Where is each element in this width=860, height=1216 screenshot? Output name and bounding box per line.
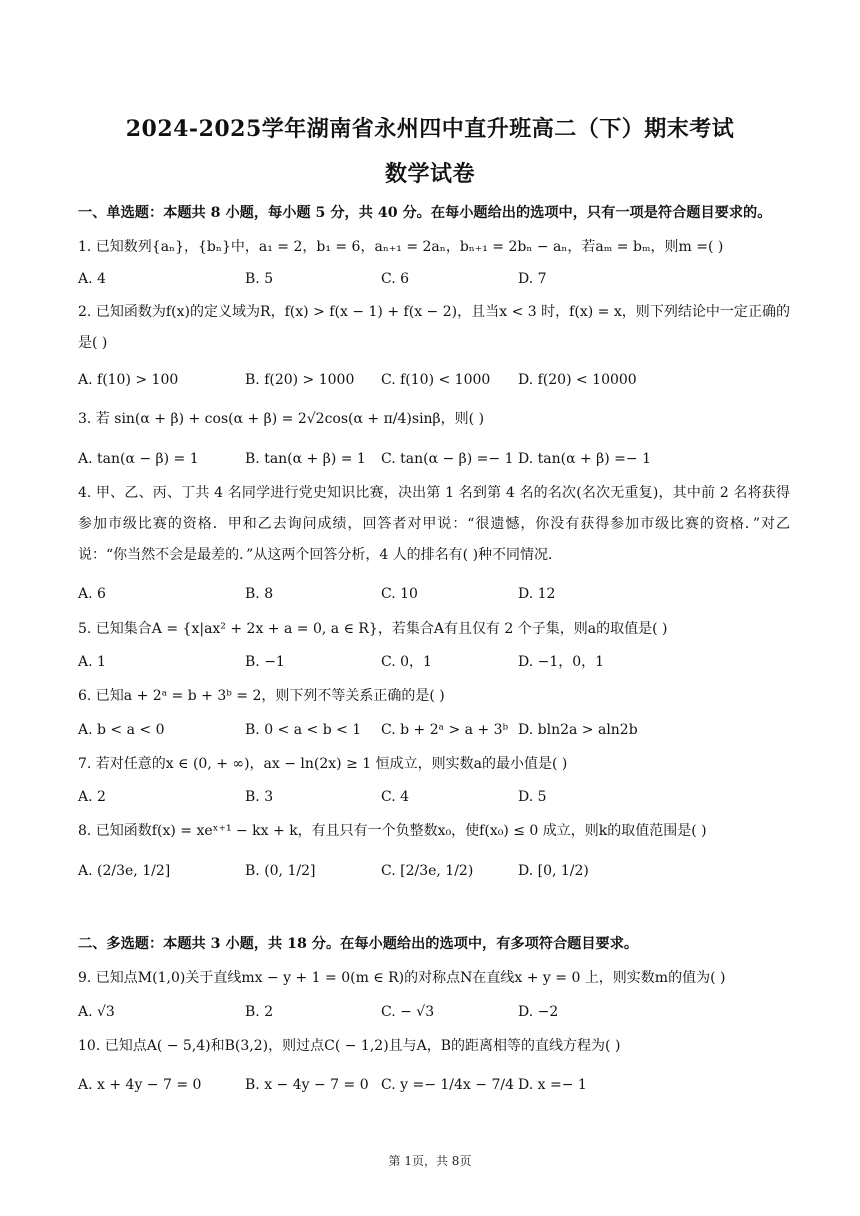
option-d: D. −2: [518, 1004, 559, 1020]
option-d: D. f(20) < 10000: [518, 372, 637, 388]
question-4-options: [78, 583, 790, 605]
question-3-options: [78, 448, 790, 470]
question-1-options: [78, 268, 790, 290]
option-d: D. tan(α + β) =− 1: [518, 451, 651, 467]
question-6-options: [78, 719, 790, 741]
option-c: C. y =− 1/4x − 7/4: [381, 1077, 514, 1093]
option-b: B. x − 4y − 7 = 0: [245, 1077, 369, 1093]
option-c: C. − √3: [381, 1004, 435, 1020]
option-a: A. f(10) > 100: [78, 372, 179, 388]
option-a: A. (2/3e, 1/2]: [78, 863, 171, 879]
option-d: D. bln2a > aln2b: [518, 722, 638, 738]
exam-title: 2024-2025学年湖南省永州四中直升班高二（下）期末考试: [125, 116, 735, 142]
option-b: B. 3: [245, 789, 274, 805]
option-c: C. 10: [381, 586, 418, 602]
option-c: C. 4: [381, 789, 410, 805]
option-a: A. b < a < 0: [78, 722, 165, 738]
option-b: B. −1: [245, 654, 285, 670]
option-c: C. 0，1: [381, 654, 432, 670]
option-d: D. −1，0，1: [518, 654, 605, 670]
option-a: A. 4: [78, 271, 106, 287]
option-d: D. [0, 1/2): [518, 863, 589, 879]
question-7-stem: 7. 若对任意的x ∈ (0, + ∞)，ax − ln(2x) ≥ 1 恒成立，则实数a的最小值是( ): [78, 756, 568, 772]
section-heading-single-choice: 一、单选题：本题共 8 小题，每小题 5 分，共 40 分。在每小题给出的选项中，只有一项是符合题目要求的。: [78, 205, 772, 221]
option-d: D. 7: [518, 271, 547, 287]
option-d: D. 12: [518, 586, 556, 602]
question-6-stem: 6. 已知a + 2ᵃ = b + 3ᵇ = 2，则下列不等关系正确的是( ): [78, 688, 445, 704]
option-b: B. 8: [245, 586, 274, 602]
option-a: A. √3: [78, 1004, 115, 1020]
option-b: B. 5: [245, 271, 274, 287]
option-c: C. b + 2ᵃ > a + 3ᵇ: [381, 722, 509, 738]
question-1-stem: 1. 已知数列{aₙ}，{bₙ}中，a₁ = 2，b₁ = 6，aₙ₊₁ = 2aₙ，bₙ₊₁ = 2bₙ − aₙ，若aₘ = bₘ，则m =( ): [78, 239, 724, 255]
question-5-options: [78, 651, 790, 673]
exam-subtitle: 数学试卷: [384, 161, 475, 187]
option-b: B. f(20) > 1000: [245, 372, 355, 388]
question-10-options: [78, 1074, 790, 1096]
option-b: B. (0, 1/2]: [245, 863, 316, 879]
option-a: A. 2: [78, 789, 106, 805]
option-a: A. 6: [78, 586, 106, 602]
option-b: B. tan(α + β) = 1: [245, 451, 366, 467]
option-c: C. 6: [381, 271, 410, 287]
question-8-options: [78, 860, 790, 882]
question-8-stem: 8. 已知函数f(x) = xeˣ⁺¹ − kx + k，有且只有一个负整数x₀，使f(x₀) ≤ 0 成立，则k的取值范围是( ): [78, 823, 707, 839]
option-d: D. x =− 1: [518, 1077, 587, 1093]
question-4-stem: 4. 甲、乙、丙、丁共 4 名同学进行党史知识比赛，决出第 1 名到第 4 名的名次(名次无重复)，其中前 2 名将获得参加市级比赛的资格．甲和乙去询问成绩，回答者对甲说：“很遗憾，你没有获得参加市级比赛的资格．”对乙说：“你当然不会是最差的．”从这两个回答分析，4 人的排名有( )种不同情况．: [78, 485, 790, 563]
question-9-stem: 9. 已知点M(1,0)关于直线mx − y + 1 = 0(m ∈ R)的对称点N在直线x + y = 0 上，则实数m的值为( ): [78, 970, 726, 986]
question-10-stem: 10. 已知点A( − 5,4)和B(3,2)，则过点C( − 1,2)且与A，B的距离相等的直线方程为( ): [78, 1038, 621, 1054]
question-2-options: [78, 369, 790, 391]
option-a: A. 1: [78, 654, 106, 670]
option-d: D. 5: [518, 789, 547, 805]
option-c: C. tan(α − β) =− 1: [381, 451, 514, 467]
option-c: C. [2/3e, 1/2): [381, 863, 474, 879]
option-b: B. 2: [245, 1004, 274, 1020]
question-7-options: [78, 786, 790, 808]
option-a: A. tan(α − β) = 1: [78, 451, 199, 467]
page-number: 第 1页，共 8页: [388, 1154, 472, 1168]
question-9-options: [78, 1001, 790, 1023]
option-a: A. x + 4y − 7 = 0: [78, 1077, 202, 1093]
option-b: B. 0 < a < b < 1: [245, 722, 362, 738]
section-heading-multiple-choice: 二、多选题：本题共 3 小题，共 18 分。在每小题给出的选项中，有多项符合题目要求。: [78, 936, 639, 952]
question-3-stem: 3. 若 sin(α + β) + cos(α + β) = 2√2cos(α + π/4)sinβ，则( ): [78, 411, 485, 427]
question-5-stem: 5. 已知集合A = {x|ax² + 2x + a = 0, a ∈ R}，若集合A有且仅有 2 个子集，则a的取值是( ): [78, 621, 668, 637]
question-2-stem: 2. 已知函数为f(x)的定义域为R，f(x) > f(x − 1) + f(x − 2)，且当x < 3 时，f(x) = x，则下列结论中一定正确的是( ): [78, 304, 790, 351]
option-c: C. f(10) < 1000: [381, 372, 491, 388]
